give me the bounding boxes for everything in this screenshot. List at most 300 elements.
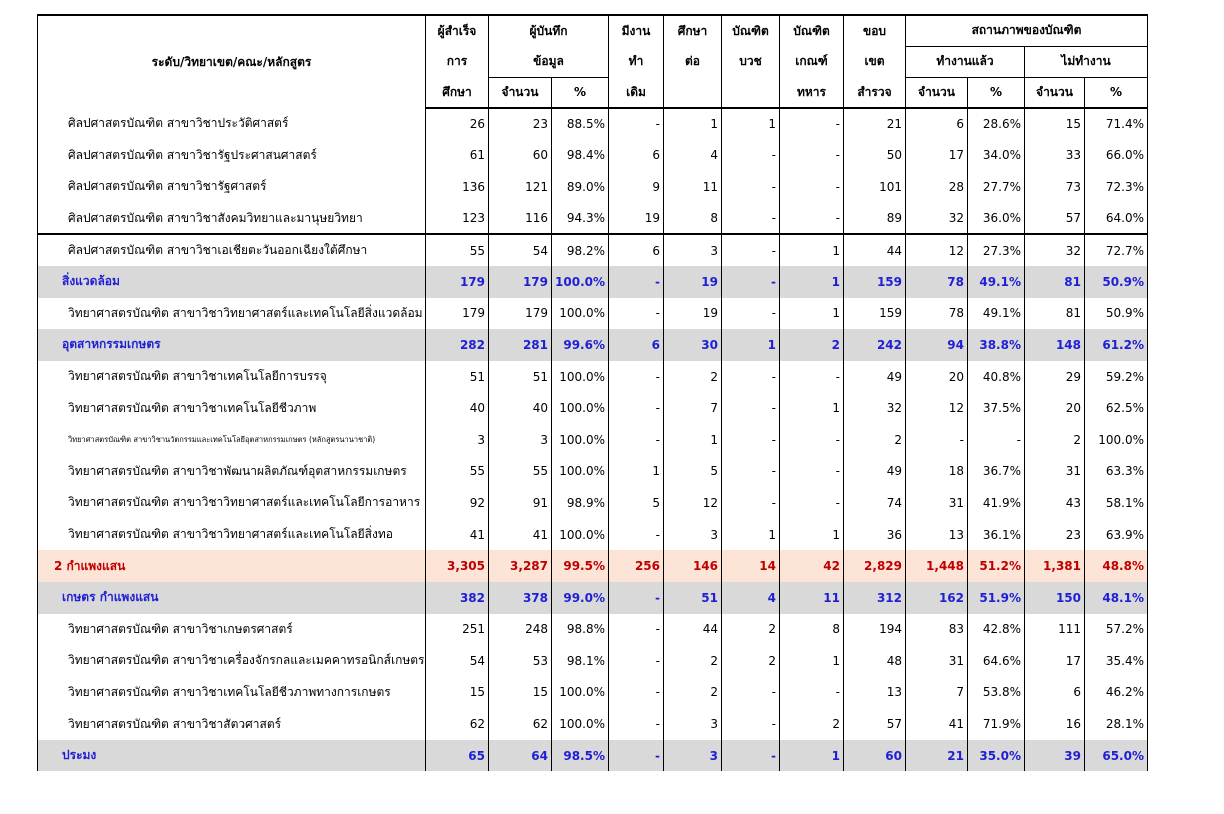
col-header-graduates-line2: การ [426,46,489,77]
cell-further-study: 2 [664,677,722,709]
cell-not-working-count: 2 [1025,424,1085,456]
cell-ordained: - [722,456,780,488]
cell-ordained: - [722,708,780,740]
cell-working-count: 83 [906,614,968,646]
row-label: วิทยาศาสตรบัณฑิต สาขาวิชาวิทยาศาสตร์และเทคโนโลยีสิ่งทอ [38,519,426,551]
program-row [38,361,1148,393]
cell-recorded-count: 54 [489,234,552,266]
cell-not-working-pct: 63.3% [1085,456,1148,488]
cell-recorded-pct: 100.0% [552,424,609,456]
cell-not-working-pct: 66.0% [1085,140,1148,172]
cell-graduates: 54 [426,645,489,677]
program-row [38,614,1148,646]
row-label: วิทยาศาสตรบัณฑิต สาขาวิชานวัตกรรมและเทคโนโลยีอุตสาหกรรมเกษตร (หลักสูตรนานาชาติ) [38,424,426,456]
cell-working-pct: 49.1% [968,298,1025,330]
cell-recorded-pct: 98.2% [552,234,609,266]
col-header-survey-scope: ขอบ [844,15,906,46]
cell-military: - [780,140,844,172]
cell-military: 2 [780,329,844,361]
col-header-survey-scope-line3: สำรวจ [844,77,906,108]
cell-further-study: 19 [664,298,722,330]
cell-not-working-pct: 64.0% [1085,203,1148,235]
program-row [38,424,1148,456]
cell-graduates: 15 [426,677,489,709]
cell-recorded-pct: 94.3% [552,203,609,235]
cell-recorded-count: 64 [489,740,552,772]
cell-survey-scope: 159 [844,266,906,298]
row-label: สิ่งแวดล้อม [38,266,426,298]
cell-existing-job: 6 [609,234,664,266]
cell-not-working-pct: 65.0% [1085,740,1148,772]
col-header-working-count: จำนวน [906,77,968,108]
cell-not-working-count: 81 [1025,266,1085,298]
cell-existing-job: - [609,266,664,298]
cell-not-working-pct: 72.3% [1085,171,1148,203]
cell-military: 2 [780,708,844,740]
cell-not-working-pct: 48.1% [1085,582,1148,614]
cell-survey-scope: 49 [844,456,906,488]
cell-recorded-count: 62 [489,708,552,740]
row-label: ศิลปศาสตรบัณฑิต สาขาวิชาประวัติศาสตร์ [38,108,426,140]
cell-not-working-pct: 59.2% [1085,361,1148,393]
cell-survey-scope: 36 [844,519,906,551]
cell-military: - [780,424,844,456]
cell-working-pct: 35.0% [968,740,1025,772]
cell-graduates: 51 [426,361,489,393]
cell-working-count: 18 [906,456,968,488]
col-header-status: สถานภาพของบัณฑิต [906,15,1148,46]
cell-not-working-count: 16 [1025,708,1085,740]
table-body [38,108,1148,771]
cell-recorded-count: 179 [489,298,552,330]
cell-survey-scope: 2 [844,424,906,456]
cell-working-count: 1,448 [906,550,968,582]
cell-working-count: 13 [906,519,968,551]
cell-further-study: 146 [664,550,722,582]
cell-not-working-count: 15 [1025,108,1085,140]
cell-graduates: 179 [426,298,489,330]
cell-working-count: 12 [906,234,968,266]
cell-working-pct: 38.8% [968,329,1025,361]
cell-ordained: - [722,234,780,266]
cell-recorded-count: 15 [489,677,552,709]
cell-working-pct: 28.6% [968,108,1025,140]
cell-existing-job: 19 [609,203,664,235]
cell-working-count: 94 [906,329,968,361]
cell-graduates: 55 [426,234,489,266]
cell-further-study: 30 [664,329,722,361]
cell-recorded-count: 121 [489,171,552,203]
row-label: เกษตร กำแพงแสน [38,582,426,614]
cell-working-pct: 53.8% [968,677,1025,709]
cell-working-count: 31 [906,487,968,519]
col-header-not-working: ไม่ทำงาน [1025,46,1148,77]
row-label: วิทยาศาสตรบัณฑิต สาขาวิชาวิทยาศาสตร์และเทคโนโลยีสิ่งแวดล้อม [38,298,426,330]
row-label: ประมง [38,740,426,772]
cell-working-pct: 36.7% [968,456,1025,488]
cell-not-working-count: 33 [1025,140,1085,172]
program-row [38,677,1148,709]
col-header-recorded-pct: % [552,77,609,108]
cell-recorded-pct: 100.0% [552,456,609,488]
cell-not-working-pct: 62.5% [1085,392,1148,424]
cell-recorded-count: 179 [489,266,552,298]
cell-recorded-pct: 88.5% [552,108,609,140]
cell-recorded-pct: 100.0% [552,392,609,424]
cell-graduates: 3 [426,424,489,456]
program-row [38,392,1148,424]
cell-military: - [780,361,844,393]
col-header-recorded-line2: ข้อมูล [489,46,609,77]
cell-graduates: 61 [426,140,489,172]
cell-working-count: 162 [906,582,968,614]
cell-not-working-pct: 57.2% [1085,614,1148,646]
cell-further-study: 3 [664,234,722,266]
cell-ordained: 1 [722,519,780,551]
cell-recorded-count: 116 [489,203,552,235]
cell-ordained: - [722,266,780,298]
row-label: วิทยาศาสตรบัณฑิต สาขาวิชาเครื่องจักรกลและเมคคาทรอนิกส์เกษตร [38,645,426,677]
program-row [38,708,1148,740]
cell-military: 1 [780,392,844,424]
cell-working-pct: 42.8% [968,614,1025,646]
cell-existing-job: - [609,740,664,772]
cell-working-count: 28 [906,171,968,203]
cell-survey-scope: 50 [844,140,906,172]
cell-working-pct: 41.9% [968,487,1025,519]
row-label: อุตสาหกรรมเกษตร [38,329,426,361]
cell-military: - [780,677,844,709]
cell-ordained: - [722,740,780,772]
cell-existing-job: 6 [609,329,664,361]
cell-recorded-pct: 99.6% [552,329,609,361]
cell-existing-job: - [609,361,664,393]
cell-graduates: 179 [426,266,489,298]
cell-further-study: 1 [664,424,722,456]
campus-row [38,550,1148,582]
cell-graduates: 92 [426,487,489,519]
cell-existing-job: - [609,392,664,424]
cell-ordained: - [722,361,780,393]
table-header [38,15,1148,108]
row-label: วิทยาศาสตรบัณฑิต สาขาวิชาวิทยาศาสตร์และเทคโนโลยีการอาหาร [38,487,426,519]
cell-recorded-count: 3 [489,424,552,456]
cell-ordained: 4 [722,582,780,614]
cell-graduates: 65 [426,740,489,772]
cell-not-working-pct: 71.4% [1085,108,1148,140]
cell-graduates: 55 [426,456,489,488]
cell-existing-job: 9 [609,171,664,203]
cell-working-pct: 71.9% [968,708,1025,740]
cell-military: 11 [780,582,844,614]
cell-further-study: 11 [664,171,722,203]
cell-working-count: 20 [906,361,968,393]
cell-not-working-count: 43 [1025,487,1085,519]
cell-further-study: 7 [664,392,722,424]
cell-graduates: 26 [426,108,489,140]
cell-military: 42 [780,550,844,582]
cell-recorded-count: 248 [489,614,552,646]
cell-further-study: 5 [664,456,722,488]
cell-not-working-count: 111 [1025,614,1085,646]
col-header-working-pct: % [968,77,1025,108]
cell-not-working-pct: 28.1% [1085,708,1148,740]
program-row [38,519,1148,551]
col-header-military-line2: เกณฑ์ [780,46,844,77]
cell-existing-job: - [609,424,664,456]
cell-further-study: 8 [664,203,722,235]
cell-military: - [780,456,844,488]
cell-recorded-pct: 100.0% [552,708,609,740]
col-header-further-study: ศึกษา [664,15,722,46]
cell-graduates: 62 [426,708,489,740]
cell-survey-scope: 21 [844,108,906,140]
cell-further-study: 51 [664,582,722,614]
col-header-ordained: บัณฑิต [722,15,780,46]
cell-recorded-pct: 100.0% [552,677,609,709]
faculty-row [38,329,1148,361]
cell-ordained: - [722,171,780,203]
cell-not-working-count: 23 [1025,519,1085,551]
cell-recorded-count: 281 [489,329,552,361]
row-label: วิทยาศาสตรบัณฑิต สาขาวิชาเทคโนโลยีการบรรจุ [38,361,426,393]
cell-further-study: 12 [664,487,722,519]
program-row [38,298,1148,330]
cell-working-pct: 27.7% [968,171,1025,203]
cell-not-working-pct: 61.2% [1085,329,1148,361]
cell-graduates: 41 [426,519,489,551]
cell-survey-scope: 194 [844,614,906,646]
cell-ordained: 1 [722,108,780,140]
cell-not-working-count: 150 [1025,582,1085,614]
cell-further-study: 19 [664,266,722,298]
cell-working-count: 31 [906,645,968,677]
cell-working-pct: 34.0% [968,140,1025,172]
cell-survey-scope: 32 [844,392,906,424]
col-header-survey-scope-line2: เขต [844,46,906,77]
cell-not-working-count: 81 [1025,298,1085,330]
cell-recorded-count: 23 [489,108,552,140]
cell-ordained: 14 [722,550,780,582]
col-header-graduates-line3: ศึกษา [426,77,489,108]
row-label: วิทยาศาสตรบัณฑิต สาขาวิชาพัฒนาผลิตภัณฑ์อุตสาหกรรมเกษตร [38,456,426,488]
cell-existing-job: - [609,677,664,709]
cell-existing-job: 6 [609,140,664,172]
cell-working-pct: 37.5% [968,392,1025,424]
cell-recorded-pct: 100.0% [552,361,609,393]
program-row [38,108,1148,140]
cell-working-count: - [906,424,968,456]
row-label: วิทยาศาสตรบัณฑิต สาขาวิชาเกษตรศาสตร์ [38,614,426,646]
cell-not-working-pct: 50.9% [1085,266,1148,298]
cell-existing-job: - [609,108,664,140]
cell-working-pct: 51.9% [968,582,1025,614]
cell-further-study: 4 [664,140,722,172]
cell-working-count: 78 [906,266,968,298]
cell-further-study: 3 [664,740,722,772]
col-header-not-working-count: จำนวน [1025,77,1085,108]
program-row [38,140,1148,172]
cell-ordained: - [722,487,780,519]
row-label: ศิลปศาสตรบัณฑิต สาขาวิชารัฐศาสตร์ [38,171,426,203]
cell-military: 1 [780,234,844,266]
cell-not-working-count: 31 [1025,456,1085,488]
cell-existing-job: - [609,298,664,330]
cell-survey-scope: 101 [844,171,906,203]
col-header-working: ทำงานแล้ว [906,46,1025,77]
cell-further-study: 2 [664,361,722,393]
cell-further-study: 3 [664,708,722,740]
cell-military: 1 [780,298,844,330]
cell-existing-job: - [609,582,664,614]
cell-military: - [780,171,844,203]
graduate-status-table [37,14,1148,771]
cell-working-pct: 64.6% [968,645,1025,677]
cell-not-working-pct: 58.1% [1085,487,1148,519]
col-header-military: บัณฑิต [780,15,844,46]
program-row [38,487,1148,519]
cell-working-count: 32 [906,203,968,235]
program-row [38,645,1148,677]
cell-existing-job: - [609,708,664,740]
cell-recorded-count: 378 [489,582,552,614]
faculty-row [38,582,1148,614]
cell-not-working-count: 39 [1025,740,1085,772]
cell-not-working-pct: 48.8% [1085,550,1148,582]
cell-working-count: 6 [906,108,968,140]
cell-existing-job: 5 [609,487,664,519]
cell-graduates: 136 [426,171,489,203]
cell-survey-scope: 44 [844,234,906,266]
cell-not-working-pct: 63.9% [1085,519,1148,551]
cell-working-count: 78 [906,298,968,330]
cell-recorded-count: 91 [489,487,552,519]
cell-survey-scope: 48 [844,645,906,677]
cell-not-working-count: 57 [1025,203,1085,235]
cell-survey-scope: 57 [844,708,906,740]
cell-survey-scope: 242 [844,329,906,361]
col-header-ordained-line3 [722,77,780,108]
cell-recorded-pct: 99.0% [552,582,609,614]
cell-working-count: 7 [906,677,968,709]
cell-further-study: 44 [664,614,722,646]
cell-recorded-pct: 100.0% [552,519,609,551]
cell-recorded-pct: 100.0% [552,266,609,298]
cell-recorded-pct: 98.8% [552,614,609,646]
cell-further-study: 1 [664,108,722,140]
cell-graduates: 3,305 [426,550,489,582]
cell-survey-scope: 13 [844,677,906,709]
faculty-row [38,740,1148,772]
cell-survey-scope: 60 [844,740,906,772]
col-header-existing-job-line2: ทำ [609,46,664,77]
cell-not-working-pct: 50.9% [1085,298,1148,330]
col-header-recorded-count: จำนวน [489,77,552,108]
cell-working-count: 21 [906,740,968,772]
cell-not-working-count: 73 [1025,171,1085,203]
cell-further-study: 3 [664,519,722,551]
row-label: ศิลปศาสตรบัณฑิต สาขาวิชาสังคมวิทยาและมานุษยวิทยา [38,203,426,235]
cell-working-count: 12 [906,392,968,424]
cell-working-pct: 49.1% [968,266,1025,298]
cell-working-count: 17 [906,140,968,172]
cell-not-working-count: 17 [1025,645,1085,677]
program-row [38,456,1148,488]
cell-recorded-count: 60 [489,140,552,172]
cell-survey-scope: 159 [844,298,906,330]
col-header-program: ระดับ/วิทยาเขต/คณะ/หลักสูตร [38,15,426,108]
cell-ordained: 2 [722,614,780,646]
cell-not-working-count: 148 [1025,329,1085,361]
col-header-not-working-pct: % [1085,77,1148,108]
cell-not-working-count: 6 [1025,677,1085,709]
program-row [38,234,1148,266]
cell-working-count: 41 [906,708,968,740]
cell-military: 1 [780,266,844,298]
cell-recorded-pct: 98.1% [552,645,609,677]
cell-recorded-pct: 89.0% [552,171,609,203]
cell-working-pct: 36.0% [968,203,1025,235]
cell-recorded-count: 41 [489,519,552,551]
cell-military: - [780,108,844,140]
cell-graduates: 382 [426,582,489,614]
row-label: วิทยาศาสตรบัณฑิต สาขาวิชาเทคโนโลยีชีวภาพ [38,392,426,424]
program-row [38,171,1148,203]
cell-existing-job: 1 [609,456,664,488]
cell-existing-job: - [609,645,664,677]
cell-graduates: 123 [426,203,489,235]
cell-not-working-pct: 35.4% [1085,645,1148,677]
cell-working-pct: 51.2% [968,550,1025,582]
cell-further-study: 2 [664,645,722,677]
cell-working-pct: - [968,424,1025,456]
cell-not-working-count: 1,381 [1025,550,1085,582]
cell-ordained: - [722,203,780,235]
cell-military: 1 [780,519,844,551]
cell-not-working-count: 32 [1025,234,1085,266]
cell-not-working-pct: 100.0% [1085,424,1148,456]
faculty-row [38,266,1148,298]
cell-recorded-count: 3,287 [489,550,552,582]
row-label: วิทยาศาสตรบัณฑิต สาขาวิชาสัตวศาสตร์ [38,708,426,740]
cell-survey-scope: 312 [844,582,906,614]
cell-military: 1 [780,645,844,677]
row-label: วิทยาศาสตรบัณฑิต สาขาวิชาเทคโนโลยีชีวภาพทางการเกษตร [38,677,426,709]
col-header-graduates: ผู้สำเร็จ [426,15,489,46]
row-label: ศิลปศาสตรบัณฑิต สาขาวิชาเอเชียตะวันออกเฉียงใต้ศึกษา [38,234,426,266]
cell-ordained: 2 [722,645,780,677]
col-header-existing-job: มีงาน [609,15,664,46]
col-header-recorded: ผู้บันทึก [489,15,609,46]
cell-military: 1 [780,740,844,772]
col-header-existing-job-line3: เดิม [609,77,664,108]
program-row [38,203,1148,235]
cell-not-working-pct: 46.2% [1085,677,1148,709]
cell-recorded-pct: 99.5% [552,550,609,582]
cell-recorded-pct: 98.5% [552,740,609,772]
cell-military: 8 [780,614,844,646]
cell-working-pct: 36.1% [968,519,1025,551]
cell-existing-job: - [609,614,664,646]
cell-ordained: 1 [722,329,780,361]
col-header-further-study-line3 [664,77,722,108]
row-label: ศิลปศาสตรบัณฑิต สาขาวิชารัฐประศาสนศาสตร์ [38,140,426,172]
cell-ordained: - [722,298,780,330]
cell-survey-scope: 2,829 [844,550,906,582]
cell-ordained: - [722,140,780,172]
col-header-further-study-line2: ต่อ [664,46,722,77]
cell-military: - [780,487,844,519]
